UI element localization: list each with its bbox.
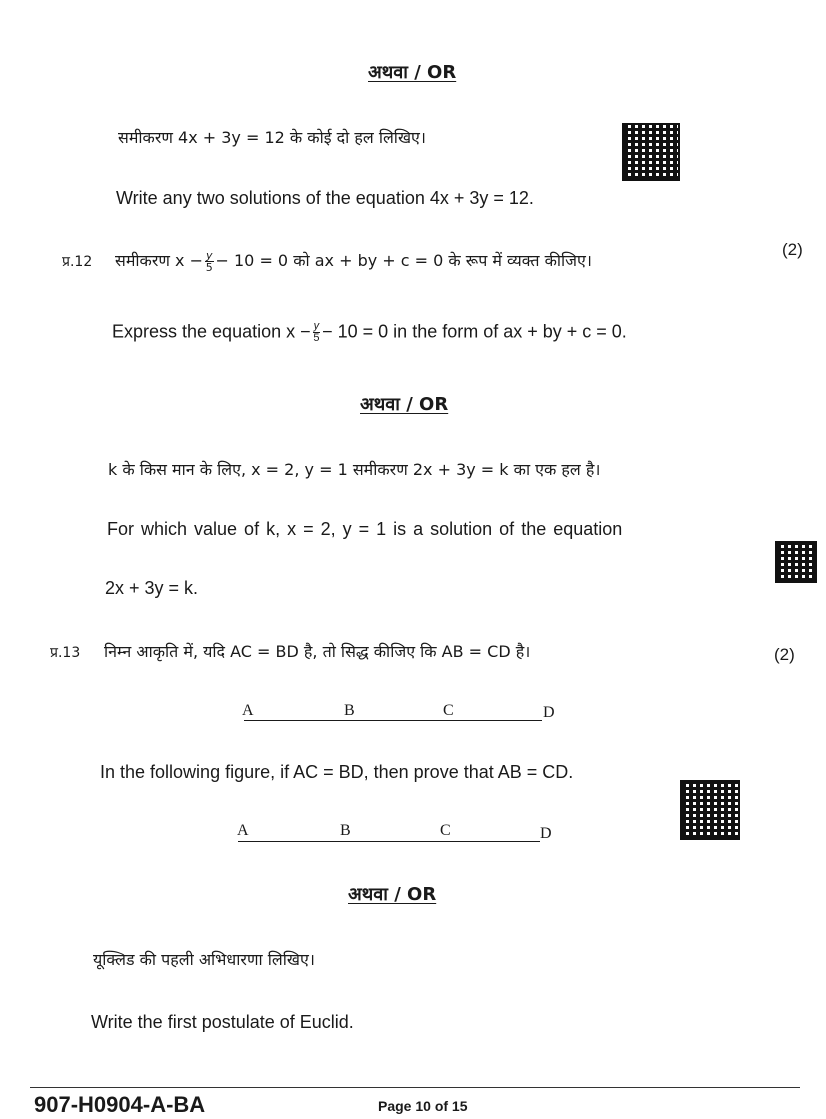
q11-alt-english: Write any two solutions of the equation 4x + 3y = 12. — [116, 188, 534, 208]
q12-alt-english-line2: 2x + 3y = k. — [105, 578, 199, 598]
fraction-denominator: 5 — [205, 261, 213, 274]
or-heading: अथवा / OR — [348, 884, 437, 905]
question-number: प्र.12 — [62, 254, 93, 270]
point-label-d: D — [543, 704, 555, 721]
marks-label: (2) — [782, 240, 803, 259]
line-segment — [238, 841, 540, 842]
q13-english: In the following figure, if AC = BD, then prove that AB = CD. — [100, 762, 574, 782]
q11-alt-hindi: समीकरण 4x + 3y = 12 के कोई दो हल लिखिए। — [118, 128, 426, 147]
point-label-b: B — [340, 822, 351, 839]
marks-label: (2) — [774, 645, 795, 664]
page-number: Page 10 of 15 — [378, 1098, 468, 1114]
point-label-a: A — [242, 702, 254, 719]
point-label-a: A — [237, 822, 249, 839]
q12-english-pre: Express the equation x − — [112, 321, 311, 342]
fraction — [205, 250, 214, 273]
q12-alt-hindi: k के किस मान के लिए, x = 2, y = 1 समीकरण 2x + 3y = k का एक हल है। — [108, 460, 601, 479]
or-heading: अथवा / OR — [360, 394, 449, 415]
qr-code — [622, 123, 680, 181]
q12-hindi — [115, 249, 592, 273]
q12-alt-english-line1: For which value of k, x = 2, y = 1 is a solution of the equation — [107, 519, 623, 539]
fraction-denominator: 5 — [313, 332, 320, 344]
fraction — [313, 321, 321, 344]
question-number: प्र.13 — [50, 645, 81, 661]
q12-hindi-pre: समीकरण x − — [115, 251, 203, 270]
q13-alt-english: Write the first postulate of Euclid. — [91, 1012, 354, 1032]
footer-divider — [30, 1087, 800, 1088]
qr-code — [775, 541, 817, 583]
q13-alt-hindi: यूक्लिड की पहली अभिधारणा लिखिए। — [93, 950, 315, 969]
point-label-c: C — [440, 822, 451, 839]
point-label-b: B — [344, 702, 355, 719]
q13-hindi: निम्न आकृति में, यदि AC = BD है, तो सिद्ध कीजिए कि AB = CD है। — [104, 642, 531, 661]
q12-hindi-post: − 10 = 0 को ax + by + c = 0 के रूप में व्यक्त कीजिए। — [215, 251, 592, 270]
qr-code — [680, 780, 740, 840]
or-heading: अथवा / OR — [368, 62, 457, 83]
point-label-d: D — [540, 825, 552, 842]
fraction-numerator: y — [313, 320, 320, 332]
line-segment — [244, 720, 542, 721]
point-label-c: C — [443, 702, 454, 719]
fraction-numerator: y — [205, 249, 213, 262]
q12-english — [112, 321, 627, 344]
q12-english-post: − 10 = 0 in the form of ax + by + c = 0. — [322, 321, 627, 342]
paper-code: 907-H0904-A-BA — [34, 1092, 206, 1117]
